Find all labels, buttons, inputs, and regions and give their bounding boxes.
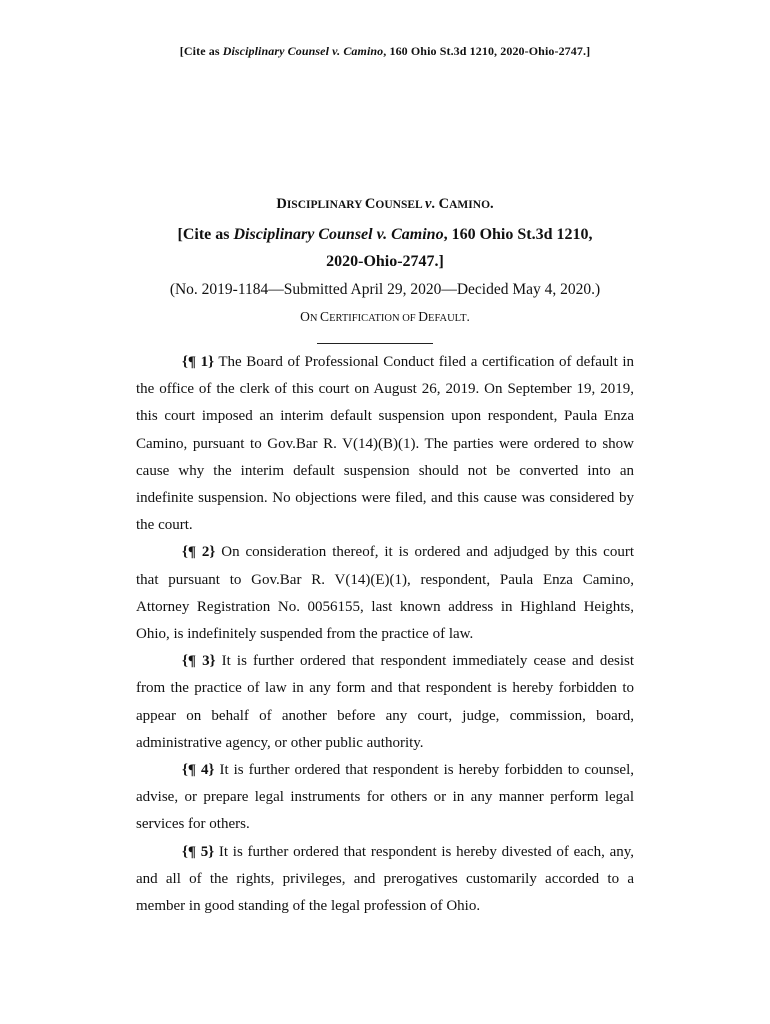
paragraph-number: {¶ 2}: [182, 544, 216, 561]
paragraph-number: {¶ 5}: [182, 843, 215, 860]
paragraph-number: {¶ 1}: [182, 354, 215, 370]
paragraph-text: It is further ordered that respondent is hereby forbidden to counsel, advise, or prepare legal instruments for others or in any manner perform legal services for others.: [136, 762, 634, 833]
citation-line-1: [100, 221, 670, 248]
title-smallcaps: OUNSEL: [375, 199, 425, 211]
running-head-case-name: Disciplinary Counsel v. Camino: [222, 44, 384, 58]
docket-line: (No. 2019-1184—Submitted April 29, 2020—Decided May 4, 2020.): [169, 281, 601, 298]
running-head-suffix: , 160 Ohio St.3d 1210, 2020-Ohio-2747.]: [383, 44, 591, 58]
title-smallcaps: AMINO: [449, 199, 491, 211]
paragraph-5: [136, 839, 634, 921]
paragraph-number: {¶ 4}: [182, 762, 215, 779]
paragraph-text: On consideration thereof, it is ordered and adjudged by this court that pursuant to Gov.Bar R. V(14)(E)(1), respondent, Paula Enza Camino, Attorney Registration No. 0056155, last known address in Highland Heights, Ohio, is indefinitely suspended from the practice of law.: [136, 544, 634, 643]
title-punct: .: [490, 196, 494, 212]
cert-letter: C: [320, 309, 330, 324]
case-title: [100, 194, 670, 215]
cert-letter: D: [418, 309, 429, 324]
title-letter: D: [276, 196, 287, 212]
paragraph-4: [136, 757, 634, 839]
title-letter: C: [438, 196, 450, 212]
title-punct: .: [431, 196, 439, 212]
title-letter: C: [364, 196, 376, 212]
cert-smallcaps: ERTIFICATION OF: [329, 313, 419, 324]
running-head-prefix: [Cite as: [179, 44, 223, 58]
cert-smallcaps: N: [309, 313, 321, 324]
paragraph-2: [136, 539, 634, 648]
paragraph-1: [136, 349, 634, 539]
cert-smallcaps: EFAULT: [428, 313, 467, 324]
title-smallcaps: ISCIPLINARY: [286, 199, 365, 211]
citation-line-2: 2020-Ohio-2747.]: [326, 253, 444, 270]
paragraph-number: {¶ 3}: [182, 653, 216, 670]
cert-punct: .: [466, 309, 470, 324]
paragraph-text: The Board of Professional Conduct filed a certification of default in the office of the clerk of this court on August 26, 2019. On September 19, 2019, this court imposed an interim default suspension upon respondent, Paula Enza Camino, pursuant to Gov.Bar R. V(14)(B)(1). The parties were ordered to show cause why the interim default suspension should not be converted into an indefinite suspension. No objections were filed, and this cause was considered by the court.: [136, 354, 635, 534]
running-head-citation: [0, 44, 770, 59]
paragraph-3: [136, 648, 634, 757]
title-versus: v: [424, 196, 432, 212]
paragraph-text: It is further ordered that respondent immediately cease and desist from the practice of law in any form and that respondent is hereby forbidden to appear on behalf of another before any court, judge, commission, board, administrative agency, or other public authority.: [136, 653, 634, 751]
section-divider: [317, 343, 433, 344]
case-caption: [100, 194, 670, 331]
citation-case-name: Disciplinary Counsel v. Camino: [233, 226, 444, 243]
paragraph-text: It is further ordered that respondent is hereby divested of each, any, and all of the rights, privileges, and prerogatives customarily accorded to a member in good standing of the legal profession of Ohio.: [136, 843, 635, 915]
citation-prefix: [Cite as: [177, 226, 234, 243]
cert-letter: O: [300, 309, 310, 324]
citation-suffix: , 160 Ohio St.3d 1210,: [443, 226, 593, 243]
certification-line: [100, 305, 670, 331]
opinion-body: [136, 349, 634, 920]
